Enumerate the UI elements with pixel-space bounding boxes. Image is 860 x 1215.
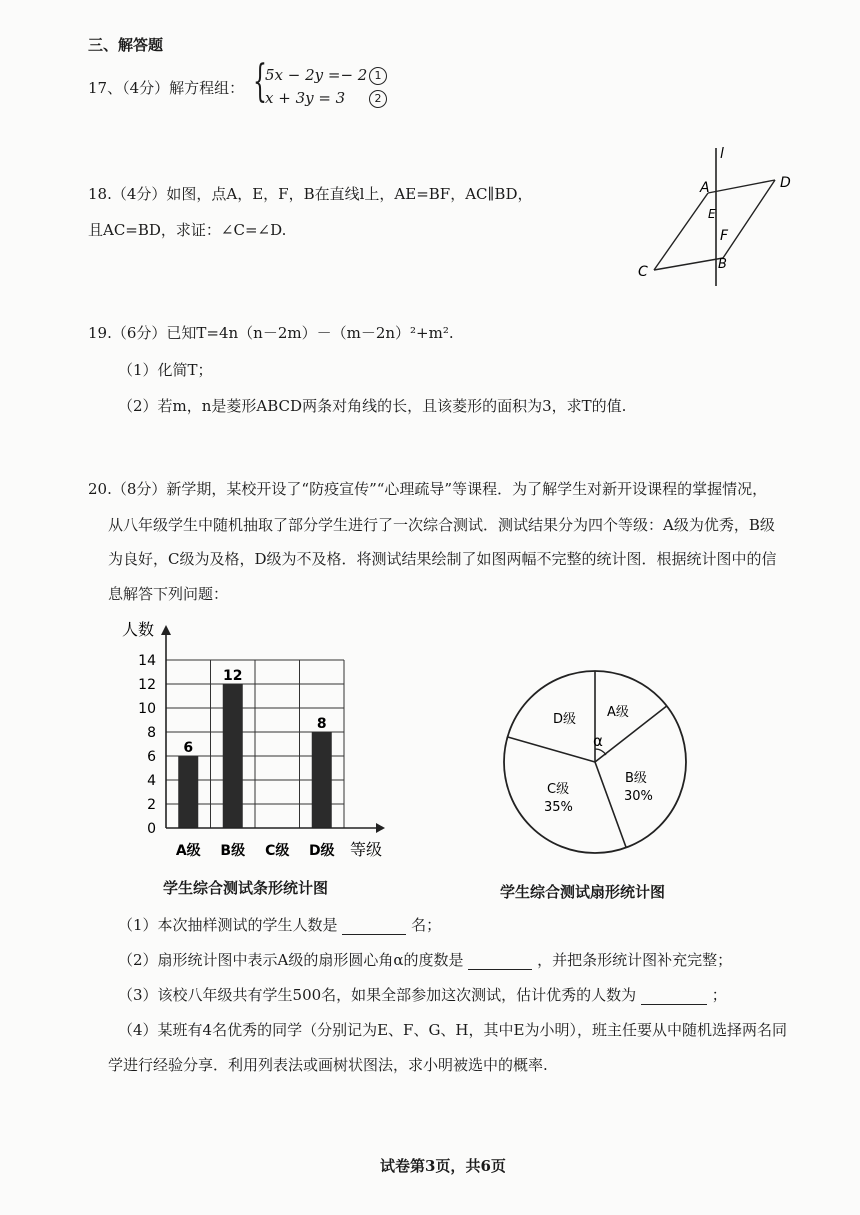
bar-chart-title: 学生综合测试条形统计图 [163, 879, 329, 897]
q20-line3: 为良好，C级为及格，D级为不及格．将测试结果绘制了如图两幅不完整的统计图．根据统计图中的信 [108, 550, 777, 568]
y-axis-label: 人数 [122, 620, 155, 639]
slice-label-C: C级 [547, 782, 570, 797]
y-tick-label: 6 [147, 749, 156, 765]
q18-line1: 18.（4分）如图，点A，E，F，B在直线l上，AE=BF，AC∥BD， [88, 185, 533, 203]
answer-blank-2[interactable] [468, 951, 532, 970]
x-tick-label: D级 [308, 843, 335, 859]
x-axis-label: 等级 [350, 840, 383, 859]
q19-part2: （2）若m，n是菱形ABCD两条对角线的长，且该菱形的面积为3，求T的值. [118, 397, 627, 415]
pie-slice-boundary [508, 737, 595, 762]
label-F: F [720, 228, 729, 244]
pie-chart [495, 665, 695, 865]
q20-sub2 [118, 949, 732, 970]
bar-data-label: 12 [223, 668, 243, 684]
segment-DB [723, 180, 775, 258]
brace: { [253, 56, 267, 107]
q19-part1: （1）化简T； [118, 361, 213, 379]
q19-line1: 19.（6分）已知T=4n（n－2m）－（m－2n）²+m². [88, 324, 454, 342]
label-C: C [638, 264, 648, 280]
slice-label-D: D级 [553, 712, 577, 727]
q20-sub2-tail: ，并把条形统计图补充完整； [537, 951, 733, 969]
label-D: D [780, 175, 791, 191]
geometry-figure [630, 140, 800, 290]
segment-AC [654, 193, 708, 270]
page-footer: 试卷第3页，共6页 [380, 1157, 506, 1175]
y-tick-label: 2 [147, 797, 156, 813]
y-tick-labels [138, 653, 156, 837]
section-title: 三、解答题 [88, 36, 164, 54]
pie-slice-boundary [595, 706, 667, 762]
bar [178, 756, 198, 828]
bar [312, 732, 332, 828]
label-E: E [708, 207, 716, 221]
q20-line2: 从八年级学生中随机抽取了部分学生进行了一次综合测试．测试结果分为四个等级：A级为优秀，B级 [108, 516, 775, 534]
y-tick-label: 14 [138, 653, 156, 669]
mark-2: 2 [369, 90, 387, 108]
q20-line4: 息解答下列问题： [108, 585, 229, 603]
q20-sub1 [118, 914, 441, 935]
q20-sub3-tail: ； [711, 986, 727, 1004]
mark-1: 1 [369, 67, 387, 85]
equation-system [253, 56, 393, 108]
pie-chart-title: 学生综合测试扇形统计图 [500, 883, 666, 901]
slice-label-B: B级 [625, 771, 647, 786]
q20-sub1-text: （1）本次抽样测试的学生人数是 [118, 916, 338, 934]
bar-chart [110, 615, 400, 865]
bar [223, 684, 243, 828]
pie-slice-boundary [595, 762, 626, 848]
answer-blank-1[interactable] [342, 916, 406, 935]
y-axis-arrow [161, 625, 171, 635]
x-tick-label: B级 [220, 843, 246, 859]
equation-1: 5x − 2y =− 2 [265, 66, 368, 84]
angle-alpha: α [593, 732, 603, 750]
q20-line1: 20.（8分）新学期，某校开设了“防疫宣传”“心理疏导”等课程．为了解学生对新开设课程的掌握情况， [88, 480, 768, 498]
label-A: A [700, 180, 710, 196]
slice-label-A: A级 [607, 705, 629, 720]
y-tick-label: 0 [147, 821, 156, 837]
slice-pct-C: 35% [544, 800, 573, 815]
segment-CB [654, 258, 723, 270]
bar-data-label: 8 [316, 716, 327, 732]
x-tick-labels [176, 842, 335, 859]
y-tick-label: 10 [138, 701, 156, 717]
x-tick-label: A级 [175, 843, 201, 859]
slice-pct-B: 30% [624, 789, 653, 804]
q20-sub3 [118, 984, 727, 1005]
x-axis-arrow [376, 823, 385, 833]
q17-label: 17、（4分）解方程组： [88, 79, 245, 97]
q18-line2: 且AC=BD，求证：∠C=∠D. [88, 221, 287, 239]
x-tick-label: C级 [265, 843, 290, 859]
label-l: l [720, 146, 724, 162]
equation-2: x + 3y = 3 [265, 89, 346, 107]
q20-sub4-line2: 学进行经验分享．利用列表法或画树状图法，求小明被选中的概率. [108, 1056, 548, 1074]
y-tick-label: 8 [147, 725, 156, 741]
segment-AD [708, 180, 775, 193]
q20-sub4-line1: （4）某班有4名优秀的同学（分别记为E、F、G、H，其中E为小明），班主任要从中随机选择两名同 [118, 1021, 787, 1039]
bar-data-label: 6 [183, 740, 194, 756]
q20-sub1-tail: 名； [411, 916, 442, 934]
q20-sub3-text: （3）该校八年级共有学生500名，如果全部参加这次测试，估计优秀的人数为 [118, 986, 637, 1004]
y-tick-label: 4 [147, 773, 156, 789]
label-B: B [718, 257, 727, 272]
answer-blank-3[interactable] [641, 986, 707, 1005]
q20-sub2-text: （2）扇形统计图中表示A级的扇形圆心角α的度数是 [118, 951, 464, 969]
y-tick-label: 12 [138, 677, 156, 693]
